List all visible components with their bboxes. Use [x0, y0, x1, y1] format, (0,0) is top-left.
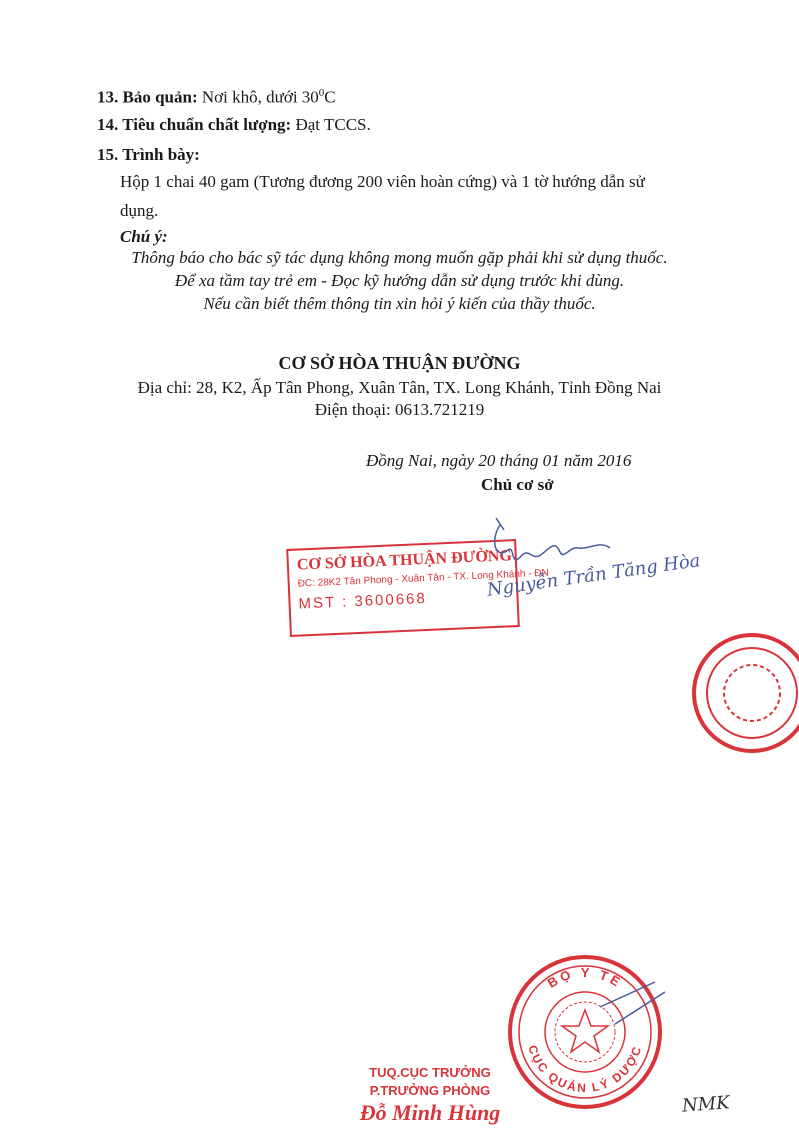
note-line-2: Để xa tầm tay trẻ em - Đọc kỹ hướng dẫn sử dụng trước khi dùng. — [174, 271, 625, 290]
item-13 — [97, 82, 336, 109]
item-13-text: Nơi khô, dưới 30 — [197, 87, 319, 107]
note-title: Chú ý: — [120, 227, 168, 246]
facility-address: Địa chỉ: 28, K2, Ấp Tân Phong, Xuân Tân, TX. Long Khánh, Tỉnh Đồng Nai — [137, 378, 662, 397]
approval-name: Đỗ Minh Hùng — [359, 1100, 501, 1125]
item-13-unit: C — [324, 87, 336, 107]
initials: NMK — [681, 1092, 731, 1117]
company-stamp-address: ĐC: 28K2 Tân Phong - Xuân Tân - TX. Long Khánh - ĐN — [297, 567, 549, 590]
signer-title: Chủ cơ sở — [481, 475, 554, 494]
item-13-label: 13. Bảo quản: — [97, 87, 198, 107]
item-14 — [97, 114, 371, 136]
degree-sup: 0 — [318, 87, 325, 99]
facility-phone: Điện thoại: 0613.721219 — [314, 400, 485, 419]
company-stamp-name: CƠ SỞ HÒA THUẬN ĐƯỜNG — [296, 547, 513, 574]
svg-text:BỘ Y TẾ — [545, 965, 625, 991]
item-14-label: 14. Tiêu chuẩn chất lượng: — [97, 115, 292, 134]
date-line: Đồng Nai, ngày 20 tháng 01 năm 2016 — [366, 451, 632, 470]
svg-text:CỤC QUẢN LÝ DƯỢC — [525, 1043, 644, 1095]
signature-name: Nguyễn Trần Tăng Hòa — [485, 550, 702, 601]
presentation-line-2: dụng. — [120, 201, 159, 220]
approval-line-1: TUQ.CỤC TRƯỞNG — [369, 1065, 491, 1080]
authority-seal-top: BỘ Y TẾ — [544, 964, 626, 991]
approval-line-2: P.TRƯỞNG PHÒNG — [369, 1083, 491, 1098]
authority-seal — [505, 952, 665, 1112]
item-14-text: Đạt TCCS. — [291, 115, 371, 134]
partial-seal-right — [674, 628, 799, 758]
note-line-3: Nếu cần biết thêm thông tin xin hỏi ý kiến của thầy thuốc. — [203, 294, 596, 313]
item-15-label: 15. Trình bày: — [97, 145, 200, 164]
note-line-1: Thông báo cho bác sỹ tác dụng không mong muốn gặp phải khi sử dụng thuốc. — [131, 248, 668, 267]
authority-seal-bottom: CỤC QUẢN LÝ DƯỢC — [525, 1043, 645, 1096]
facility-name: CƠ SỞ HÒA THUẬN ĐƯỜNG — [278, 353, 521, 373]
company-stamp-tax: MST : 3600668 — [298, 589, 428, 613]
presentation-line-1: Hộp 1 chai 40 gam (Tương đương 200 viên hoàn cứng) và 1 tờ hướng dẫn sử — [120, 172, 645, 191]
